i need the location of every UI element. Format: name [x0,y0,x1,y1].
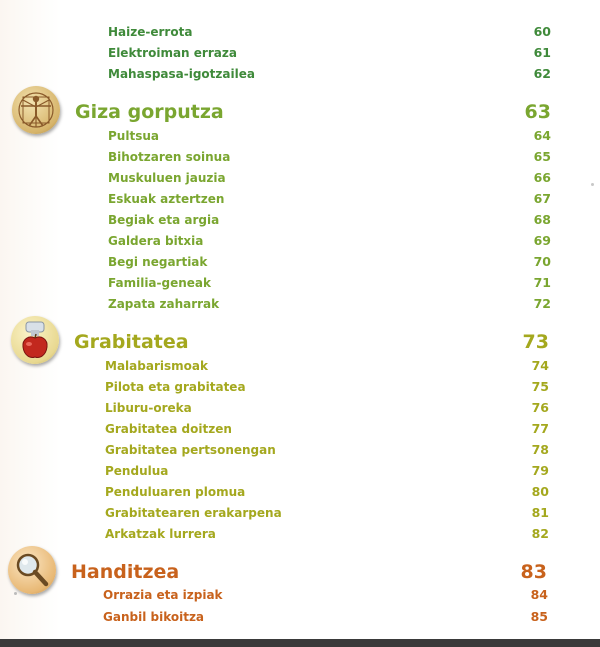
toc-entry-page: 68 [533,212,551,227]
section-page: 83 [520,561,547,583]
toc-entry[interactable] [0,22,600,42]
toc-entry[interactable] [0,524,600,544]
toc-entry-title: Bihotzaren soinua [108,150,231,164]
toc-entry-page: 66 [533,170,551,185]
toc-entry-page: 85 [530,609,548,624]
toc-entry-title: Pilota eta grabitatea [105,380,246,394]
toc-entry[interactable] [0,377,600,397]
toc-entry-page: 78 [531,442,549,457]
toc-entry-title: Begiak eta argia [108,213,220,227]
toc-entry-title: Pultsua [108,129,159,143]
toc-entry-page: 79 [531,463,549,478]
toc-entry-page: 82 [531,526,549,541]
toc-entry-page: 74 [531,358,549,373]
toc-entry[interactable] [0,503,600,523]
toc-entry-title: Grabitatearen erakarpena [105,506,282,520]
toc-entry[interactable] [0,189,600,209]
toc-entry-title: Liburu-oreka [105,401,192,415]
toc-entry-page: 75 [531,379,549,394]
section-title: Handitzea [71,561,180,583]
toc-entry-title: Pendulua [105,464,169,478]
toc-entry-title: Elektroiman erraza [108,46,237,60]
toc-entry-page: 71 [533,275,551,290]
toc-entry-page: 60 [533,24,551,39]
toc-entry-page: 80 [531,484,549,499]
toc-entry-title: Eskuak aztertzen [108,192,225,206]
toc-entry[interactable] [0,210,600,230]
toc-entry-title: Penduluaren plomua [105,485,246,499]
toc-entry[interactable] [0,482,600,502]
section-heading[interactable] [0,329,600,355]
toc-entry-page: 61 [533,45,551,60]
toc-entry-page: 84 [530,587,548,602]
section-title: Grabitatea [74,331,189,353]
section-page: 63 [524,101,551,123]
toc-entry[interactable] [0,168,600,188]
toc-entry[interactable] [0,231,600,251]
toc-entry-title: Grabitatea doitzen [105,422,232,436]
toc-entry-title: Malabarismoak [105,359,208,373]
toc-entry[interactable] [0,64,600,84]
toc-entry[interactable] [0,356,600,376]
toc-entry-title: Begi negartiak [108,255,208,269]
section-heading[interactable] [0,99,600,125]
toc-entry[interactable] [0,440,600,460]
toc-entry[interactable] [0,461,600,481]
section-page: 73 [522,331,549,353]
toc-entry-title: Arkatzak lurrera [105,527,216,541]
toc-entry-page: 77 [531,421,549,436]
toc-entry[interactable] [0,294,600,314]
toc-entry-title: Zapata zaharrak [108,297,220,311]
toc-entry[interactable] [0,398,600,418]
toc-entry-page: 81 [531,505,549,520]
toc-entry-title: Muskuluen jauzia [108,171,226,185]
toc-entry[interactable] [0,43,600,63]
toc-entry[interactable] [0,147,600,167]
toc-entry-page: 76 [531,400,549,415]
section-title: Giza gorputza [75,101,224,123]
toc-entry-title: Galdera bitxia [108,234,204,248]
toc-entry-title: Grabitatea pertsonengan [105,443,276,457]
toc-entry-title: Haize-errota [108,25,193,39]
toc-entry-title: Ganbil bikoitza [103,610,205,624]
toc-entry-title: Mahaspasa-igotzailea [108,67,255,81]
toc-entry-page: 69 [533,233,551,248]
toc-entry-page: 65 [533,149,551,164]
toc-entry-page: 64 [533,128,551,143]
page-speck [14,592,17,595]
toc-entry-page: 72 [533,296,551,311]
toc-entry[interactable] [0,585,600,605]
page-speck [591,183,594,186]
toc-entry[interactable] [0,273,600,293]
bottom-frame-bar [0,639,600,647]
toc-entry-page: 67 [533,191,551,206]
toc-entry-page: 62 [533,66,551,81]
toc-entry-page: 70 [533,254,551,269]
toc-entry[interactable] [0,126,600,146]
section-heading[interactable] [0,559,600,585]
toc-entry[interactable] [0,607,600,627]
toc-entry-title: Orrazia eta izpiak [103,588,223,602]
toc-entry[interactable] [0,419,600,439]
toc-entry[interactable] [0,252,600,272]
toc-entry-title: Familia-geneak [108,276,212,290]
